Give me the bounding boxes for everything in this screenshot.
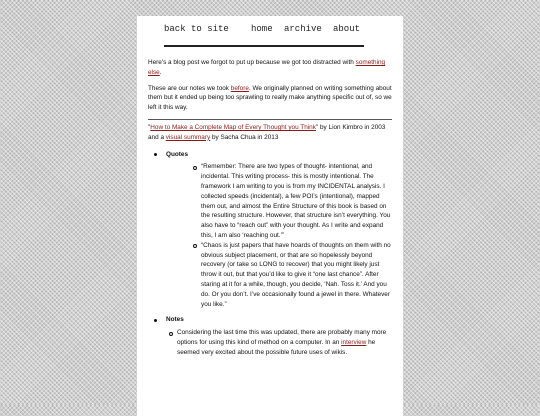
top-nav: [164, 24, 364, 54]
about-link[interactable]: about: [333, 24, 361, 34]
notes-list: [166, 328, 392, 357]
quote-item-2: “Chaos is just papers that have hoards of thoughts on them with no obvious subject placement, or that are so hopelessly beyond recovery (or take so LONG to recover) that you might likely just throw it out, but that you’d like to give it “one last chance”. After staring at it for a while, though, you decide, ‘Nah. Toss it.’ And you do. Or you don’t. I’ve occasionally found a jewel in there. Whatever you like.”: [201, 241, 391, 308]
quote-open: ": [148, 123, 151, 131]
before-link[interactable]: before: [230, 84, 249, 92]
intro-paragraph-1: [148, 58, 392, 78]
notes-section: [166, 315, 392, 357]
else-link[interactable]: else: [148, 68, 160, 76]
nav-divider: [164, 45, 364, 47]
note-text-1: Considering the last time this was updated, there are probably many more options for using this kind of method on a computer. In an: [177, 329, 387, 346]
visual-summary-link[interactable]: visual summary: [165, 133, 211, 141]
section-divider: [148, 119, 392, 120]
source-text-2: by Sacha Chua in 2013: [210, 133, 279, 141]
archive-link[interactable]: archive: [284, 24, 322, 34]
quote-item-1: “Remember: There are two types of thought- intentional, and incidental. This writing process- this is mostly intentional. The framework I am writing to you is from my INCIDENTAL analysis. I collected speeds (incidental), a few POI’s (intentional), mapped them out, and almost the Entire Structure of this book is based on the resulting structure. However, that structure isn’t everything. You also have to “reach out” with your thought. As I write and expand this, I am also ‘reaching out.’”: [201, 163, 391, 239]
notes-label: Notes: [166, 316, 184, 324]
quotes-section: [166, 150, 392, 310]
note-text-1-rest: he seemed very excited about the possible future uses of wikis.: [177, 338, 376, 356]
something-link[interactable]: something: [355, 59, 386, 66]
sections-list: [148, 150, 392, 358]
back-to-site-link[interactable]: back to site: [164, 24, 229, 34]
intro-text-1-end: .: [159, 68, 162, 76]
interview-link[interactable]: interview: [341, 338, 367, 346]
intro-text-2-rest: . We originally planned on writing something about them but it ended up being too sprawling to really make anything specific out of, so we left it this way.: [148, 84, 392, 112]
quotes-label: Quotes: [166, 150, 189, 158]
post-content: [148, 58, 392, 364]
note-item-1: [177, 328, 392, 357]
intro-text-2: These are our notes we took: [148, 84, 231, 92]
source-paragraph: [148, 123, 392, 143]
source-text-1: by Lion Kimbro in 2003 and a: [148, 123, 386, 141]
page-card: [137, 16, 403, 416]
home-link[interactable]: home: [251, 24, 273, 34]
quote-close: ": [315, 123, 319, 131]
intro-paragraph-2: [148, 84, 392, 113]
map-of-thoughts-link[interactable]: How to Make a Complete Map of Every Thought you Think: [150, 123, 316, 131]
quotes-list: [166, 162, 392, 309]
intro-text-1: Here's a blog post we forgot to put up because we got too distracted with: [148, 59, 356, 66]
